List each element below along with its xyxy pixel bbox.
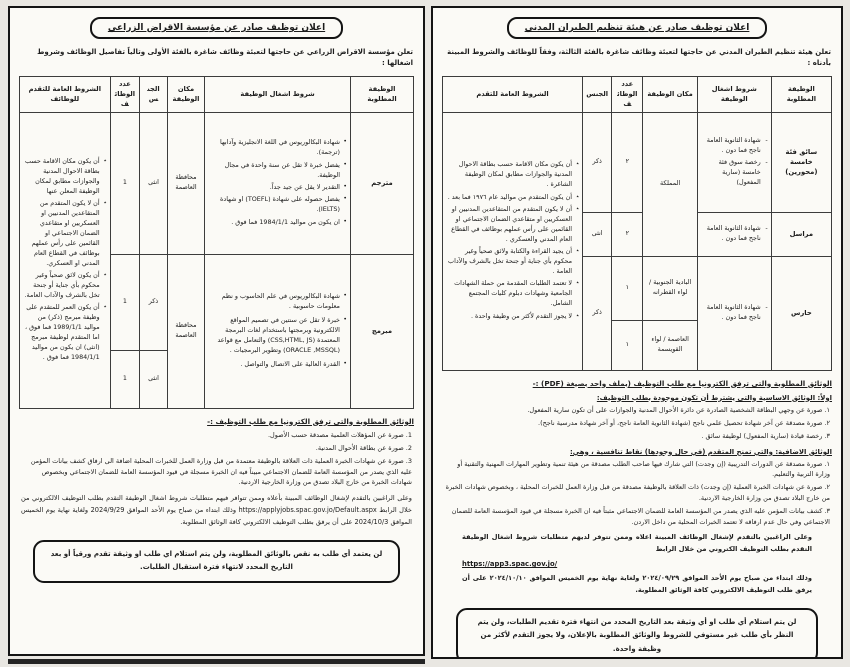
left-note-box: لن يعتمد أي طلب به نقص بالوثائق المطلوبة، ولن يتم استلام اي طلب او وثيقة تقدم ورقياً أو بعد التاريخ المحدد لانتهاء فترة استقبال الطلبات. xyxy=(33,540,400,583)
requirement-item: • شهادة البكالوريوس في علم الحاسوب و نظم معلومات حاسوبية . xyxy=(208,292,347,312)
courier-count: ٢ xyxy=(612,212,643,256)
driver-requirements xyxy=(697,112,771,212)
guard-location-2: العاصمة / لواء القويسمة xyxy=(643,320,697,370)
left-header-location: مكان الوظيفة xyxy=(167,77,204,112)
general-condition-item: ٭ أن يكون مكان الاقامة حسب بطاقة الاحوال المدنية والجوازات مطابق لمكان الوظيفة المعلن عنها xyxy=(23,157,107,197)
right-header-requirements: شروط اشغال الوظيفة xyxy=(697,77,771,112)
right-header-count: عدد الوظائف xyxy=(612,77,643,112)
translator-gender: انثى xyxy=(140,112,168,254)
left-doc-title-box xyxy=(90,17,343,39)
general-condition-item: ٭ أن لا يكون المتقدم من المتقاعدين المدنيين او العسكريين او متقاعدي الضمان الاجتماعي او القائمين على رأس عملهم بوظائف في القطاع العام المدني والعسكري . xyxy=(446,205,579,245)
left-doc-intro: تعلن مؤسسة الاقراض الزراعي عن حاجتها لتعبئة وظائف شاغرة بالفئة الأولى وتالياً تفاصيل الوظائف وشروط اشغالها : xyxy=(37,48,413,68)
right-header-job: الوظيفة المطلوبة xyxy=(771,77,831,112)
left-header-requirements: شروط اشغال الوظيفة xyxy=(205,77,351,112)
general-condition-item: ٭ أن يكون لائق صحياً وغير محكوم بأي جناية أو جنحة تخل بالشرف والآداب العامة. xyxy=(23,271,107,301)
programmer-location: محافظة العاصمة xyxy=(167,254,204,408)
requirement-item: - شهادة الثانوية العامة ناجح فما دون . xyxy=(701,303,768,323)
right-apply-dates: وذلك ابتداء من صباح يوم الأحد الموافق ٢٠٢٤/٠٩/٢٩ ولغاية نهاية يوم الخميس الموافق ٢٠٢٤/١٠/١٠ على أن يرفق طلب التوظيف الالكتروني كافة الوثائق المطلوبة. xyxy=(462,574,812,594)
general-condition-item: ٭ أن يجيد القراءة والكتابة ولائق صحياً وغير محكوم بأي جناية أو جنحة تخل بالشرف والآداب العامة . xyxy=(446,247,579,277)
right-table-header-row xyxy=(443,77,832,112)
right-primary-doc-1: ١. صورة عن وجهي البطاقة الشخصية الصادرة عن دائرة الأحوال المدنية والجوازات على أن تكون سارية المفعول. xyxy=(527,405,830,414)
left-document-item-3: 3. صورة عن شهادات الخبرة العملية ذات العلاقة بالوظيفة معتمدة من قبل وزارة العمل للخبرات المحلية اضافة الى ارفاق كشف بيانات المؤمن عليه الذي يصدر من المؤسسة العامة للضمان الاجتماعي مبيناً فيه ان الخبرة مسجلة في قيود المؤسسة العامة للضمان الاجتماعي وبخصوص شهادات الخبرة من خارج البلاد تصدق من وزارة الخارجية الاردنية. xyxy=(30,457,412,487)
driver-count: ٢ xyxy=(612,112,643,212)
guard-location-1: البادية الجنوبية / لواء القطرانه xyxy=(643,256,697,320)
right-general-conditions xyxy=(443,112,583,370)
translator-count: 1 xyxy=(110,112,140,254)
guard-requirements xyxy=(697,256,771,370)
right-header-gender: الجنس xyxy=(583,77,612,112)
right-primary-doc-3: ٣. رخصة قيادة (سارية المفعول) لوظيفة سائق . xyxy=(701,432,830,441)
left-document-item-1: 1. صورة عن المؤهلات العلمية مصدقة حسب الأصول. xyxy=(267,430,412,439)
guard-count-1: ١ xyxy=(612,256,643,320)
right-additional-doc-1: ١. صورة مصدقة عن الدورات التدريبية (إن وجدت) التي شارك فيها صاحب الطلب مصدقة من هيئة تنمية وتطوير المهارات المهنية والتقنية أو وزارة التربية والتعليم. xyxy=(457,459,830,479)
left-general-conditions xyxy=(20,112,111,408)
driver-courier-location: المملكة xyxy=(643,112,697,256)
job-title-programmer: مبرمج xyxy=(350,254,413,408)
translator-location: محافظة العاصمة xyxy=(167,112,204,254)
right-documents-heading: الوثائق المطلوبة والتي ترفق الكترونيا مع طلب التوظيف (بملف واحد بصيغة (PDF) :- xyxy=(532,378,832,388)
right-note-box: لن يتم استلام أي طلب او أي وثيقة بعد التاريخ المحدد من انتهاء فترة تقديم الطلبات، ولن يتم النظر بأي طلب غير مستوفي للشروط والوثائق المطلوبة بالإعلان، ولا يجوز التقدم لأكثر من وظيفة واحدة. xyxy=(456,608,819,659)
left-document-item-2: 2. صورة عن بطاقة الأحوال المدنية. xyxy=(315,443,412,452)
requirement-item: • شهادة البكالوريوس في اللغة الانجليزية وآدابها (ترجمة). xyxy=(208,138,347,158)
requirement-item: • ان يكون من مواليد 1984/1/1 فما فوق . xyxy=(208,218,347,228)
table-row-translator xyxy=(20,112,414,254)
job-title-driver: سائق فئة خامسة (محورين) xyxy=(771,112,831,212)
requirement-item: - رخصة سوق فئة خامسة (سارية المفعول) xyxy=(701,158,768,188)
driver-gender: ذكر xyxy=(583,112,612,212)
job-title-guard: حارس xyxy=(771,256,831,370)
general-condition-item: ٭ أن يكون مكان الاقامة حسب بطاقة الاحوال المدنية والجوازات مطابق لمكان الوظيفة الشاغرة . xyxy=(446,160,579,190)
programmer-requirements xyxy=(205,254,351,408)
right-doc-title: اعلان توظيف صادر عن هيئة تنظيم الطيران المدني xyxy=(524,23,750,33)
right-header-general: الشروط العامة للتقدم xyxy=(443,77,583,112)
requirement-item: - شهادة الثانوية العامة ناجح فما دون . xyxy=(701,224,768,244)
programmer-female-count: 1 xyxy=(110,350,140,408)
right-additional-doc-3: ٣. كشف بيانات المؤمن عليه الذي يصدر من المؤسسة العامة للضمان الاجتماعي مثبتاً فيه ان الخبرة مسجلة في قيود المؤسسة العامة للضمان الاجتماعي وفي حال عدم ارفاقه لا تعتمد الخبرات المحلية من داخل الاردن. xyxy=(451,507,830,526)
right-apply-intro: وعلى الراغبين بالتقدم لإشغال الوظائف المبينة اعلاه وممن تتوفر لديهم متطلبات شروط اشغال الوظيفة التقدم بطلب التوظيف الكتروني من خلال الرابط xyxy=(462,533,812,553)
general-condition-item: ٭ لا تعتمد الطلبات المقدمة من حملة الشهادات الجامعية وشهادات دبلوم كليات المجتمع الشامل. xyxy=(446,279,579,309)
general-condition-item: ٭ أن لا يكون المتقدم من المتقاعدين المدنيين او العسكريين او متقاعدي الضمان الاجتماعي او القائمين على رأس عملهم بوظائف في القطاع العام المدني او العسكري. xyxy=(23,199,107,268)
right-doc-title-box xyxy=(507,17,768,39)
requirement-item: - شهادة الثانوية العامة ناجح فما دون . xyxy=(701,136,768,156)
general-condition-item: ٭ لا يجوز التقدم لأكثر من وظيفة واحدة . xyxy=(446,312,579,322)
right-primary-docs-heading: اولاً: الوثائق الاساسية والتي يشترط أن تكون موجودة بطلب التوظيف: xyxy=(596,393,832,402)
right-additional-doc-2: ٢. صورة عن شهادات الخبرة العملية (إن وجدت) ذات العلاقة بالوظيفة مصدقة من قبل وزارة العمل للخبرات المحلية ، وبخصوص شهادات الخبرة من خارج البلاد تصدق من وزارة الخارجية الاردنية. xyxy=(445,483,830,502)
job-title-courier: مراسل xyxy=(771,212,831,256)
right-announcement-doc xyxy=(431,6,843,659)
courier-gender: انثى xyxy=(583,212,612,256)
left-table-header-row xyxy=(20,77,414,112)
guard-count-2: ١ xyxy=(612,320,643,370)
requirement-item: • يفضل خبرة لا تقل عن سنة واحدة في مجال الوظيفة. xyxy=(208,161,347,181)
left-announcement-doc xyxy=(8,6,425,656)
right-additional-docs-heading: الوثائق الاضافية: والتي تمنح المتقدم (في حال وجودها) نقاط تنافسية ، وهي: xyxy=(570,447,832,456)
job-title-translator: مترجم xyxy=(350,112,413,254)
left-header-general: الشروط العامة للتقدم للوظائف xyxy=(20,77,111,112)
general-condition-item: ٭ أن يكون العمر للمتقدم على وظيفة مبرمج (ذكر) من مواليد 1989/1/1 فما فوق ، اما المتقدم لوظيفة مبرمج (انثى) ان يكون من مواليد 1984/1/1 فما فوق . xyxy=(23,303,107,363)
translator-requirements xyxy=(205,112,351,254)
courier-requirements xyxy=(697,212,771,256)
requirement-item: • القدرة العالية على الاتصال والتواصل . xyxy=(208,360,347,370)
left-jobs-table xyxy=(19,76,414,408)
scan-edge-artifact xyxy=(8,659,425,664)
left-header-count: عدد الوظائف xyxy=(110,77,140,112)
right-jobs-table xyxy=(442,76,832,370)
right-primary-doc-2: ٢. صورة مصدقة عن آخر شهادة تحصيل علمي ناجح (شهادة الثانوية العامة ناجح، أو آخر شهادة مدرسية ناجح). xyxy=(538,418,830,427)
requirement-item: • التقدير لا يقل عن جيد جداً. xyxy=(208,183,347,193)
guard-gender: ذكر xyxy=(583,256,612,370)
general-condition-item: ٭ أن يكون المتقدم من مواليد عام ١٩٧٦ فما بعد . xyxy=(446,193,579,203)
right-doc-intro: تعلن هيئة تنظيم الطيران المدني عن حاجتها لتعبئة وظائف شاغرة بالفئة الثالثة، وفقاً للوظائف والشروط المبينة بأدناه : xyxy=(447,48,831,68)
left-header-gender: الجنس xyxy=(140,77,168,112)
left-apply-paragraph: وعلى الراغبين بالتقدم لإشغال الوظائف المبينة بأعلاه وممن تتوافر فيهم متطلبات شروط اشغال الوظيفة التقدم بطلب التوظيف الالكتروني من خلال الرابط https://applyjobs.spac.gov.jo/Default.aspx وذلك ابتداء من صباح يوم الأحد الموافق 2024/9/29 ولغاية نهاية يوم الخميس الموافق 2024/10/3 على أن يرفق بطلب التوظيف الالكتروني كافة الوثائق المطلوبة. xyxy=(21,494,412,526)
programmer-male-gender: ذكر xyxy=(140,254,168,350)
right-header-location: مكان الوظيفة xyxy=(643,77,697,112)
table-row-driver xyxy=(443,112,832,212)
requirement-item: • يفضل حصوله على شهادة (TOEFL) او شهادة (IELTS). xyxy=(208,195,347,215)
left-header-job: الوظيفة المطلوبة xyxy=(350,77,413,112)
programmer-male-count: 1 xyxy=(110,254,140,350)
left-doc-title: اعلان توظيف صادر عن مؤسسة الاقراض الزراعي xyxy=(107,23,326,33)
left-documents-heading: الوثائق المطلوبة والتي ترفق الكترونيا مع طلب التوظيف :- xyxy=(207,416,414,426)
application-portal-url: https://app3.spac.gov.jo/ xyxy=(462,560,558,569)
requirement-item: • خبرة لا تقل عن سنتين في تصميم المواقع الالكترونية وبرمجتها باستخدام لغات البرمجة المعتمدة (CSS,HTML, JS) والتعامل مع قواعد (ORACLE ,MSSQL) وتطوير البرمجيات . xyxy=(208,316,347,356)
programmer-female-gender: انثى xyxy=(140,350,168,408)
